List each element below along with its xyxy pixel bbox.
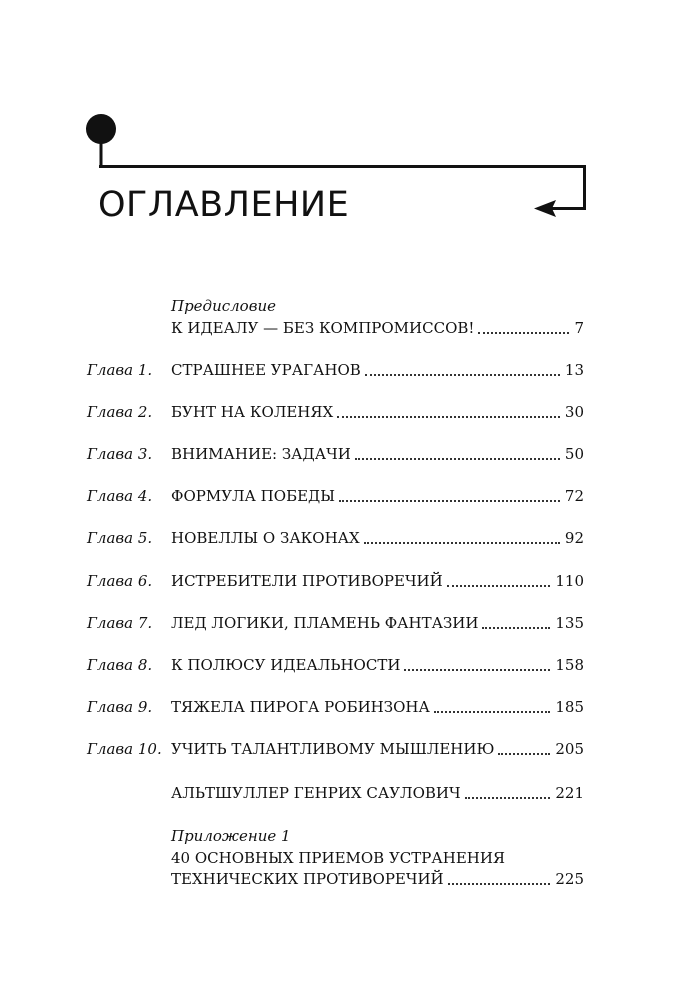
dot-leader <box>355 458 560 460</box>
entry-line <box>171 656 584 676</box>
appendix-title-line1[interactable]: 40 ОСНОВНЫХ ПРИЕМОВ УСТРАНЕНИЯ <box>171 849 506 867</box>
entry-line <box>171 572 584 592</box>
entry-page: 185 <box>555 698 584 716</box>
entry-page: 7 <box>574 319 584 337</box>
entry-page: 225 <box>555 870 584 888</box>
entry-page: 110 <box>555 572 584 590</box>
dot-leader <box>447 585 551 587</box>
entry-line <box>171 614 584 634</box>
entry-title: К ИДЕАЛУ — БЕЗ КОМПРОМИССОВ! <box>171 319 475 337</box>
dot-leader <box>364 542 560 544</box>
entry-page: 205 <box>555 740 584 758</box>
entry-page: 72 <box>564 487 584 505</box>
preface-kicker: Предисловие <box>171 297 276 315</box>
entry-page: 135 <box>555 614 584 632</box>
chapter-label: Глава 10. <box>87 740 162 758</box>
entry-title: ФОРМУЛА ПОБЕДЫ <box>171 487 335 505</box>
chapter-label: Глава 1. <box>87 361 153 379</box>
chapter-label: Глава 9. <box>87 698 153 716</box>
dot-leader <box>482 627 550 629</box>
toc-entry-preface[interactable] <box>171 319 584 339</box>
chapter-label: Глава 2. <box>87 403 153 421</box>
dot-leader <box>478 332 569 334</box>
chapter-label: Глава 3. <box>87 445 153 463</box>
dot-leader <box>339 500 560 502</box>
chapter-label: Глава 8. <box>87 656 153 674</box>
appendix-kicker: Приложение 1 <box>171 827 291 845</box>
dot-leader <box>434 711 551 713</box>
entry-page: 13 <box>564 361 584 379</box>
entry-page: 221 <box>555 784 584 802</box>
entry-line <box>171 529 584 549</box>
dot-leader <box>498 753 550 755</box>
toc-entry-appendix[interactable] <box>171 870 584 890</box>
dot-leader <box>448 883 551 885</box>
chapter-label: Глава 6. <box>87 572 153 590</box>
entry-line <box>171 361 584 381</box>
entry-title: ТЯЖЕЛА ПИРОГА РОБИНЗОНА <box>171 698 430 716</box>
entry-title: НОВЕЛЛЫ О ЗАКОНАХ <box>171 529 360 547</box>
entry-title: УЧИТЬ ТАЛАНТЛИВОМУ МЫШЛЕНИЮ <box>171 740 495 758</box>
entry-title: ЛЕД ЛОГИКИ, ПЛАМЕНЬ ФАНТАЗИИ <box>171 614 479 632</box>
entry-page: 158 <box>555 656 584 674</box>
entry-title: К ПОЛЮСУ ИДЕАЛЬНОСТИ <box>171 656 401 674</box>
entry-page: 92 <box>564 529 584 547</box>
dot-leader <box>337 416 560 418</box>
chapter-label: Глава 7. <box>87 614 153 632</box>
entry-line <box>171 403 584 423</box>
page-title: ОГЛАВЛЕНИЕ <box>98 185 350 225</box>
entry-title: БУНТ НА КОЛЕНЯХ <box>171 403 334 421</box>
chapter-label: Глава 5. <box>87 529 153 547</box>
entry-title: АЛЬТШУЛЛЕР ГЕНРИХ САУЛОВИЧ <box>171 784 461 802</box>
dot-leader <box>404 669 550 671</box>
entry-title: ИСТРЕБИТЕЛИ ПРОТИВОРЕЧИЙ <box>171 572 443 590</box>
entry-page: 30 <box>564 403 584 421</box>
dot-leader <box>365 374 560 376</box>
chapter-label: Глава 4. <box>87 487 153 505</box>
entry-line <box>171 487 584 507</box>
toc-entry-author[interactable] <box>171 784 584 804</box>
entry-page: 50 <box>564 445 584 463</box>
entry-line <box>171 698 584 718</box>
entry-title: ТЕХНИЧЕСКИХ ПРОТИВОРЕЧИЙ <box>171 870 444 888</box>
entry-title: СТРАШНЕЕ УРАГАНОВ <box>171 361 361 379</box>
entry-line <box>171 740 584 760</box>
dot-leader <box>465 797 551 799</box>
entry-line <box>171 445 584 465</box>
entry-title: ВНИМАНИЕ: ЗАДАЧИ <box>171 445 351 463</box>
